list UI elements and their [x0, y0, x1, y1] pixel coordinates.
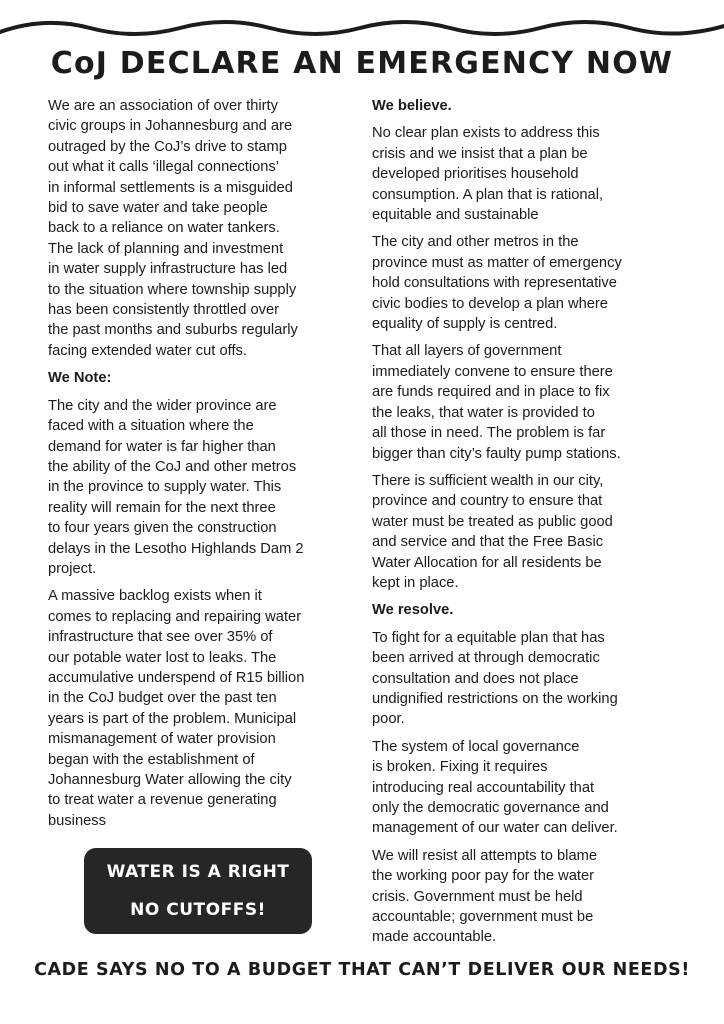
- badge-line-2: NO CUTOFFS!: [130, 900, 266, 920]
- right-column: [372, 96, 672, 955]
- we-resolve-heading: We resolve.: [372, 602, 454, 619]
- we-believe-heading: We believe.: [372, 98, 452, 114]
- note-paragraph-1: The city and the wider province are faced with a situation where the demand for water is far higher than the ability of the CoJ and other metros in the province to supply water. This reality will remain for the next three to four years given the construction delays in the Lesotho Highlands Dam 2 project.: [48, 397, 304, 577]
- resolve-paragraph-3: We will resist all attempts to blame the working poor pay for the water crisis. Government must be held accountable; government must be made accountable.: [372, 847, 598, 946]
- we-note-heading: We Note:: [48, 370, 112, 387]
- intro-paragraph: We are an association of over thirty civic groups in Johannesburg and are outraged by the CoJ’s drive to stamp out what it calls ‘illegal connections’ in informal settlements is a misguided bid to save water and take people back to a reliance on water tankers. The lack of planning and investment in water supply infrastructure has led to the situation where township supply has been consistently throttled over the past months and suburbs regularly facing extended water cut offs.: [48, 98, 298, 359]
- believe-paragraph-2: The city and other metros in the province must as matter of emergency hold consultations with representative civic bodies to develop a plan where equality of supply is centred.: [372, 234, 622, 333]
- water-is-a-right-badge: [84, 848, 312, 934]
- left-column: [48, 96, 360, 838]
- footer-slogan: CADE SAYS NO TO A BUDGET THAT CAN’T DELIVER OUR NEEDS!: [34, 960, 690, 980]
- believe-paragraph-4: There is sufficient wealth in our city, province and country to ensure that water must be treated as public good and service and that the Free Basic Water Allocation for all residents be kept in place.: [372, 472, 613, 591]
- resolve-paragraph-2: The system of local governance is broken. Fixing it requires introducing real accountability that only the democratic governance and management of our water can deliver.: [372, 738, 618, 837]
- page-title: CoJ DECLARE AN EMERGENCY NOW: [50, 46, 674, 81]
- believe-paragraph-1: No clear plan exists to address this crisis and we insist that a plan be developed prioritises household consumption. A plan that is rational, equitable and sustainable: [372, 125, 604, 224]
- badge-line-1: WATER IS A RIGHT: [106, 862, 290, 882]
- believe-paragraph-3: That all layers of government immediately convene to ensure there are funds required and in place to fix the leaks, that water is provided to all those in need. The problem is far bigger than city’s faulty pump stations.: [372, 343, 621, 462]
- resolve-paragraph-1: To fight for a equitable plan that has been arrived at through democratic consultation and does not place undignified restrictions on the working poor.: [372, 629, 618, 728]
- note-paragraph-2: A massive backlog exists when it comes to replacing and repairing water infrastructure that see over 35% of our potable water lost to leaks. The accumulative underspend of R15 billion in the CoJ budget over the past ten years is part of the problem. Municipal mismanagement of water provision began with the establishment of Johannesburg Water allowing the city to treat water a revenue generating business: [48, 588, 305, 829]
- wave-divider-decoration: [0, 10, 724, 40]
